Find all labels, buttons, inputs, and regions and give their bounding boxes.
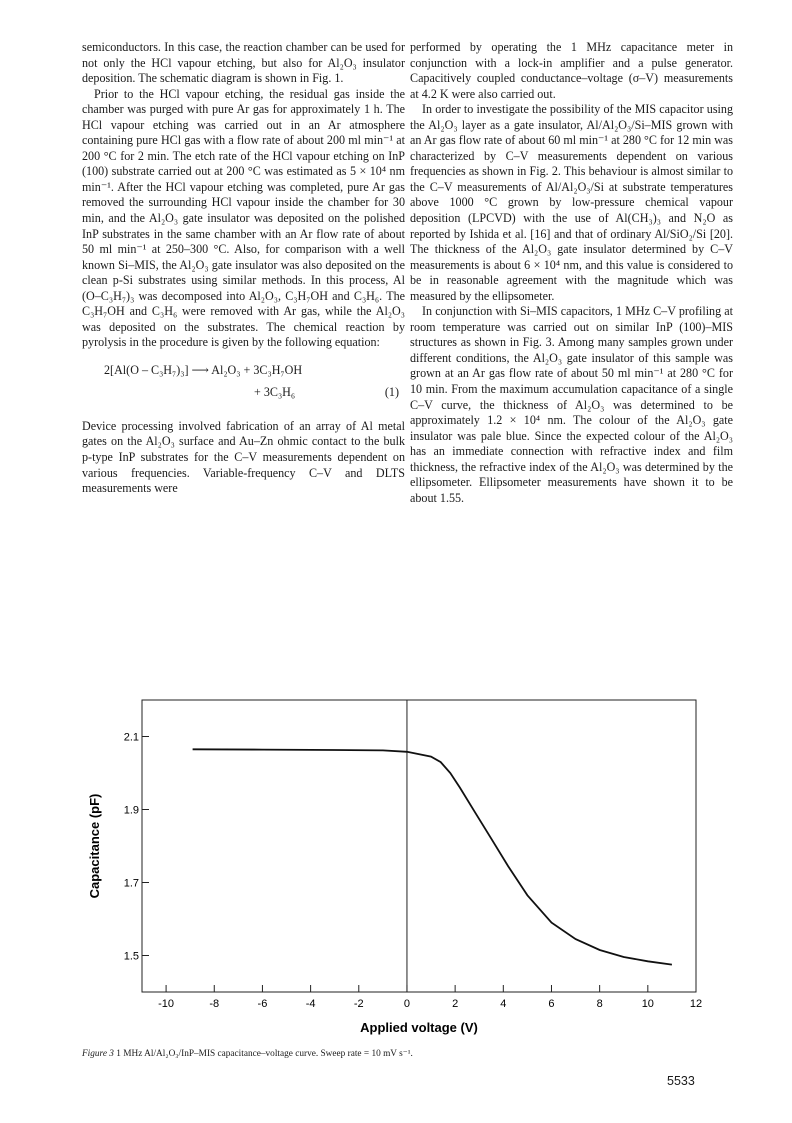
y-tick-label: 2.1 [123,731,139,744]
cv-curve-series [193,749,672,964]
page-number: 5533 [667,1074,695,1088]
x-tick-label: 6 [548,998,555,1010]
x-tick-label: 10 [641,998,654,1010]
x-axis [158,985,702,1010]
x-tick-label: 4 [500,998,507,1010]
x-tick-label: -2 [353,998,364,1010]
equation-number: (1) [384,384,399,399]
plot-frame [142,700,696,992]
x-tick-label: -6 [257,998,268,1010]
x-tick-label: 0 [403,998,411,1010]
equation-line-2: + 3C₃H₆ [254,384,296,399]
x-tick-label: -4 [305,998,316,1010]
left-column [82,40,405,497]
x-tick-label: -8 [209,998,220,1010]
cv-chart [82,694,722,1039]
y-axis [124,732,149,963]
y-tick-label: 1.5 [123,950,139,963]
x-tick-label: 2 [452,998,459,1010]
left-paragraph-2: Prior to the HCl vapour etching, the residual gas inside the chamber was purged with pure Ar gas for approximately 1 h. The HCl vapour etching was carried out in an Ar atmosphere containing pure HCl gas with a flow rate of about 200 ml min⁻¹ at 200 °C for 2 min. The etch rate of the HCl vapour etching on InP (100) substrate carried out at 200 °C was estimated as 5 × 10⁴ nm min⁻¹. After the HCl vapour etching was completed, pure Ar gas removed the surrounding HCl vapour inside the chamber for 30 min, and the Al₂O₃ gate insulator was deposited on the polished InP substrates in the same chamber with an Ar flow rate of about 50 ml min⁻¹ at 250–300 °C. Also, for comparison with a well known Si–MIS, the Al₂O₃ gate insulator was also deposited on the clean p-Si substrates using similar methods. In this process, Al (O–C₃H₇)₃ was decomposed into Al₂O₃, C₃H₇OH and C₃H₆. The C₃H₇OH and C₃H₆ were removed with Ar gas, while the Al₂O₃ was deposited on the substrates. The chemical reaction by pyrolysis in the procedure is given by the following equation: [82,86,405,350]
x-axis-label: Applied voltage (V) [360,1020,478,1035]
y-axis-label: Capacitance (pF) [87,793,102,899]
right-paragraph-2: In order to investigate the possibility of the MIS capacitor using the Al₂O₃ layer as a gate insulator, Al/Al₂O₃/Si–MIS grown with an Ar gas flow rate of about 60 ml min⁻¹ at 280 °C for 12 min was characterized by C–V measurements dependent on various frequencies as shown in Fig. 2. This behaviour is almost similar to the C–V measurements of Al/Al₂O₃/Si at substrate temperatures above 1000 °C grown by low-pressure chemical vapour deposition (LPCVD) with the use of Al(CH₃)₃ and N₂O as reported by Ishida et al. [16] and that of ordinary Al/SiO₂/Si [20]. The thickness of the Al₂O₃ gate insulator determined by C–V measurements is about 6 × 10⁴ nm, and this value is considered to be in reasonable agreement with the magnitude which was measured by the ellipsometer. [410,102,733,303]
caption-text: 1 MHz Al/Al₂O₃/InP–MIS capacitance–voltage curve. Sweep rate = 10 mV s⁻¹. [116,1049,413,1059]
right-column [410,40,733,506]
left-paragraph-1: semiconductors. In this case, the reaction chamber can be used for not only the HCl vapour etching, but also for Al₂O₃ insulator deposition. The schematic diagram is shown in Fig. 1. [82,40,405,86]
x-tick-label: 8 [596,998,603,1010]
right-paragraph-1: performed by operating the 1 MHz capacitance meter in conjunction with a lock-in amplifier and a pulse generator. Capacitively coupled conductance–voltage (σ–V) measurements at 4.2 K were also carried out. [410,40,733,101]
equation-line-1: 2[Al(O – C₃H₇)₃] ⟶ Al₂O₃ + 3C₃H₇OH [104,362,303,377]
figure-caption [82,1048,413,1059]
x-tick-label: 12 [689,998,703,1010]
right-paragraph-3: In conjunction with Si–MIS capacitors, 1 MHz C–V profiling at room temperature was carried out on similar InP (100)–MIS structures as shown in Fig. 3. Among many samples grown under different conditions, the Al₂O₃ gate insulator of this sample was grown at an Ar gas flow rate of about 50 ml min⁻¹ at 280 °C for 10 min. From the maximum accumulation capacitance of a single C–V curve, the thickness of Al₂O₃ was determined to be approximately 1.2 × 10⁴ nm. The colour of the Al₂O₃ gate insulator was pale blue. Since the expected colour of the Al₂O₃ has an immediate connection with refractive index and film thickness, the refractive index of the Al₂O₃ was determined by the ellipsometer. Ellipsometer measurements have shown it to be about 1.55. [410,304,733,505]
caption-label: Figure 3 [82,1049,114,1059]
x-tick-label: -10 [158,998,175,1010]
y-tick-label: 1.9 [123,804,139,817]
equation-1 [82,363,405,409]
left-paragraph-3: Device processing involved fabrication of an array of Al metal gates on the Al₂O₃ surface and Au–Zn ohmic contact to the bulk p-type InP substrates for the C–V measurements dependent on various frequencies. Variable-frequency C–V and DLTS measurements were [82,418,405,496]
y-tick-label: 1.7 [123,877,139,890]
